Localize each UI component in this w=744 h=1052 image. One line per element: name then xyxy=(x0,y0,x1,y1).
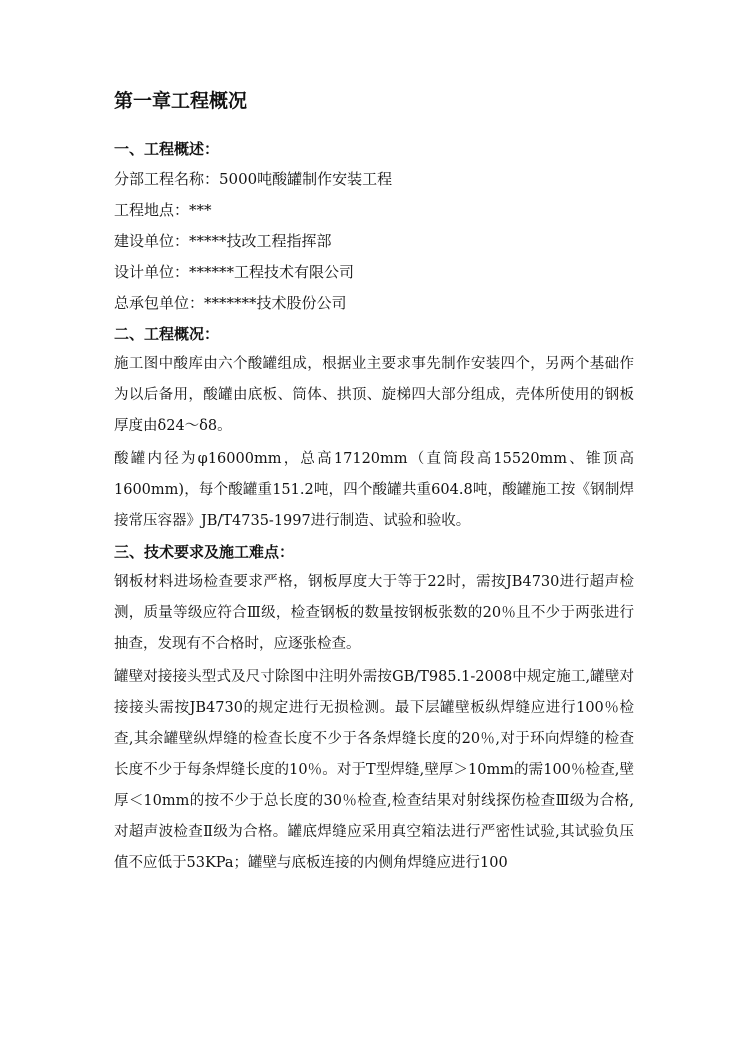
section-heading-situation: 二、工程概况： xyxy=(114,325,220,343)
paragraph-tank-dimensions: 酸罐内径为φ16000mm，总高17120mm（直筒段高15520mm、锥顶高1600mm)，每个酸罐重151.2吨，四个酸罐共重604.8吨，酸罐施工按《钢制焊接常压容器》JB/T4735-1997进行制造、试验和验收。 xyxy=(114,451,634,529)
paragraph-weld-inspection: 罐壁对接接头型式及尺寸除图中注明外需按GB/T985.1-2008中规定施工,罐壁对接接头需按JB4730的规定进行无损检测。最下层罐壁板纵焊缝应进行100％检查,其余罐壁纵焊缝的检查长度不少于各条焊缝长度的20％,对于环向焊缝的检查长度不少于每条焊缝长度的10％。对于T型焊缝,壁厚＞10mm的需100％检查,壁厚＜10mm的按不少于总长度的30％检查,检查结果对射线探伤检查Ⅲ级为合格,对超声波检查Ⅱ级为合格。罐底焊缝应采用真空箱法进行严密性试验,其试验负压值不应低于53KPa；罐壁与底板连接的内侧角焊缝应进行100 xyxy=(114,669,634,871)
chapter-title: 第一章工程概况 xyxy=(114,90,248,112)
field-construction-unit: 建设单位：*****技改工程指挥部 xyxy=(114,232,332,250)
paragraph-steel-inspection: 钢板材料进场检查要求严格，钢板厚度大于等于22时，需按JB4730进行超声检测，质量等级应符合Ⅲ级，检查钢板的数量按钢板张数的20％且不少于两张进行抽查，发现有不合格时，应逐张检查。 xyxy=(114,574,634,652)
field-project-location: 工程地点：*** xyxy=(114,201,212,219)
field-design-unit: 设计单位：******工程技术有限公司 xyxy=(114,263,355,281)
paragraph-tank-composition: 施工图中酸库由六个酸罐组成，根据业主要求事先制作安装四个，另两个基础作为以后备用，酸罐由底板、筒体、拱顶、旋梯四大部分组成，壳体所使用的钢板厚度由δ24～δ8。 xyxy=(114,356,634,434)
section-heading-technical: 三、技术要求及施工难点： xyxy=(114,543,295,561)
section-heading-overview: 一、工程概述： xyxy=(114,140,220,158)
field-project-name: 分部工程名称：5000吨酸罐制作安装工程 xyxy=(114,170,393,188)
field-general-contractor: 总承包单位：*******技术股份公司 xyxy=(114,294,347,312)
document-page xyxy=(114,86,634,879)
